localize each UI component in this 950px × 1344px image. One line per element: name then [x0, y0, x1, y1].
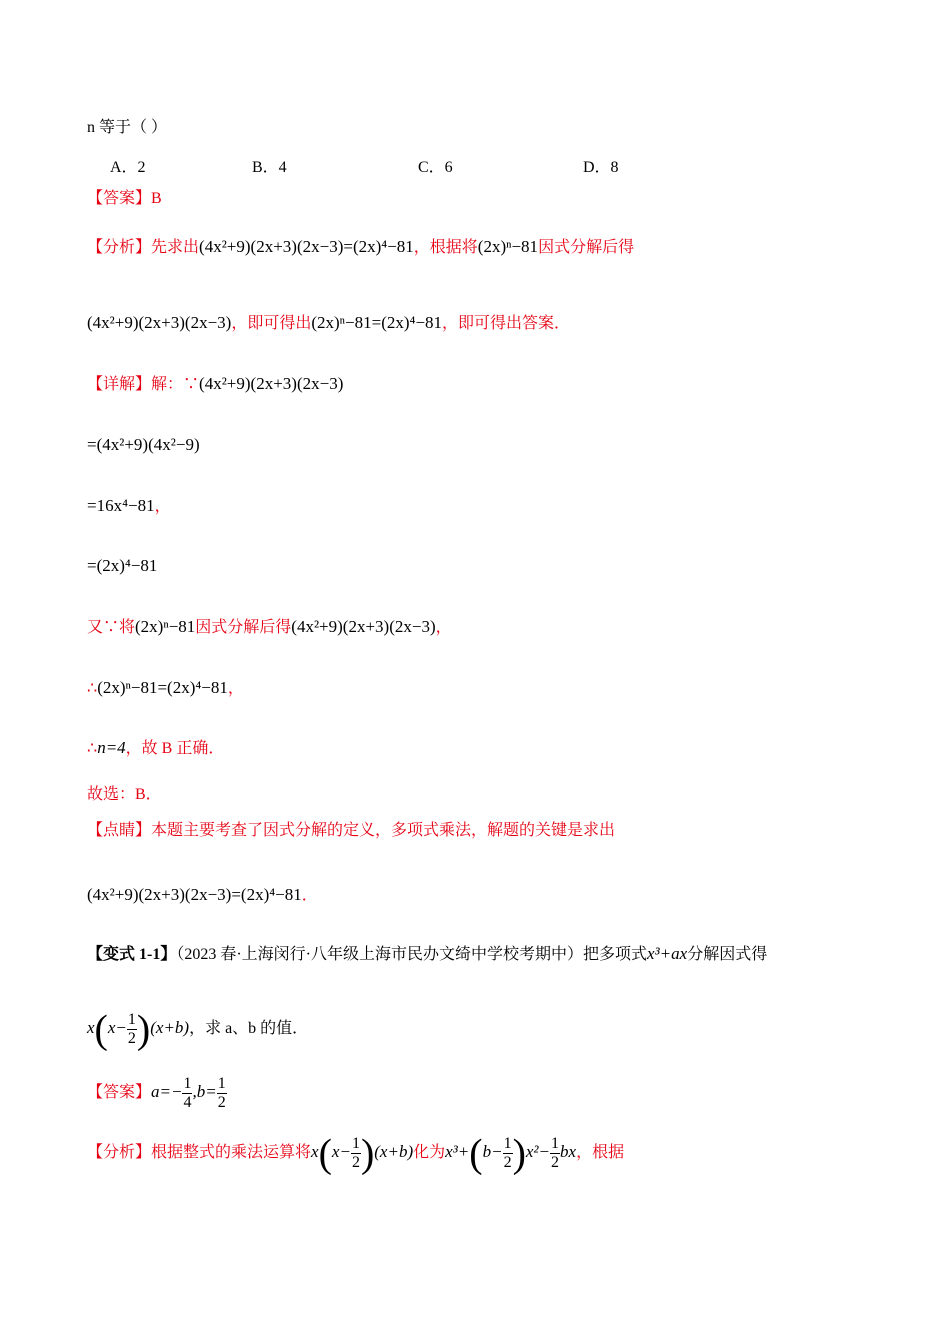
- option-a: A．2: [110, 159, 146, 176]
- analysis-2: 【分析】根据整式的乘法运算将x(x− $\frac{1}{2}$ )(x+b)化为x³+(b− $\frac{1}{2}$ )x²− $\frac{1}{2}$ bx，根据: [87, 1130, 625, 1176]
- detail-step-6: ∴n=4，故 B 正确．: [87, 738, 225, 757]
- comment-label: 【点睛】: [87, 822, 152, 839]
- analysis-label: 【分析】: [87, 239, 152, 256]
- fraction: $\frac{1}{2}$: [127, 1010, 136, 1047]
- answer-label: 【答案】: [87, 190, 152, 207]
- variant-label: 【变式 1-1】: [87, 946, 177, 963]
- answer-value: B: [151, 190, 162, 207]
- detail-step-3: =(2x)⁴−81: [87, 556, 158, 575]
- option-b: B．4: [252, 159, 287, 176]
- variant-factorization: x(x− $\frac{1}{2}$ )(x+b)，求 a、b 的值．: [87, 1006, 309, 1052]
- detail-step-5: ∴(2x)ⁿ−81=(2x)⁴−81，: [87, 678, 244, 697]
- answer-label-2: 【答案】: [87, 1084, 152, 1101]
- option-c: C．6: [418, 159, 453, 176]
- analysis-1-line-1: 【分析】先求出(4x²+9)(2x+3)(2x−3)=(2x)⁴−81，根据将(2x)ⁿ−81因式分解后得: [87, 237, 635, 256]
- comment-1-math: (4x²+9)(2x+3)(2x−3)=(2x)⁴−81．: [87, 885, 318, 904]
- detail-step-2: =16x⁴−81，: [87, 496, 171, 515]
- detail-1-intro: 【详解】解：∵(4x²+9)(2x+3)(2x−3): [87, 374, 344, 393]
- comment-1: 【点睛】本题主要考查了因式分解的定义，多项式乘法，解题的关键是求出: [87, 822, 616, 839]
- variant-1-1: 【变式 1-1】（2023 春·上海闵行·八年级上海市民办文绮中学校考期中）把多项式x³+ax分解因式得: [87, 944, 768, 963]
- analysis-1-line-2: (4x²+9)(2x+3)(2x−3)，即可得出(2x)ⁿ−81=(2x)⁴−81，即可得出答案．: [87, 313, 571, 332]
- detail-step-1: =(4x²+9)(4x²−9): [87, 435, 200, 454]
- question-tail: n 等于（ ）: [87, 119, 168, 136]
- detail-label: 【详解】: [87, 376, 152, 393]
- answer-1: [87, 188, 162, 210]
- detail-choose: 故选：B．: [87, 786, 162, 803]
- analysis-label-2: 【分析】: [87, 1144, 152, 1161]
- detail-step-4: 又∵将(2x)ⁿ−81因式分解后得(4x²+9)(2x+3)(2x−3)，: [87, 617, 452, 636]
- option-d: D．8: [583, 159, 619, 176]
- answer-2: 【答案】a=− $\frac{1}{4}$ ,b= $\frac{1}{2}$: [87, 1074, 226, 1111]
